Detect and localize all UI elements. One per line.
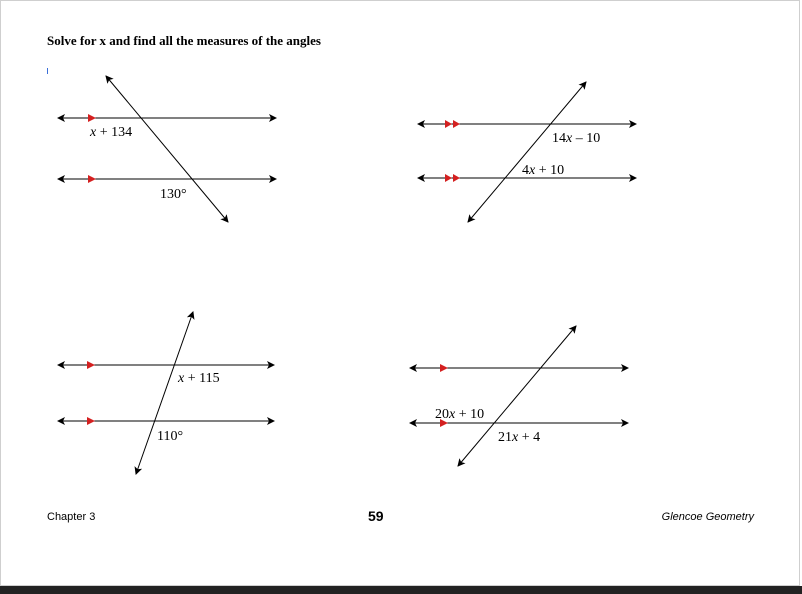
parallel-tick-bottom [87,417,95,425]
parallel-tick-top [440,364,448,372]
figure-4 [410,326,628,466]
figure-3 [58,312,274,474]
parallel-tick-top [87,361,95,369]
angle-label: 4x + 10 [522,163,565,178]
figure-1 [58,76,276,222]
angle-label: x + 134 [90,125,133,140]
angle-label: 21x + 4 [498,430,541,445]
angle-label: 130° [160,187,187,202]
footer-book-title: Glencoe Geometry [661,511,754,523]
footer-chapter: Chapter 3 [47,511,96,523]
worksheet-heading: Solve for x and find all the measures of the angles [47,33,321,48]
angle-label: 110° [157,429,184,444]
parallel-tick-top [88,114,96,122]
transversal [458,326,576,466]
viewer-bottom-bar [0,586,802,594]
angle-label: x + 115 [178,371,220,386]
angle-label: 20x + 10 [435,407,485,422]
transversal [136,312,193,474]
angle-label: 14x – 10 [552,131,601,146]
footer-page-number: 59 [368,508,384,524]
transversal [468,82,586,222]
figure-2 [418,82,636,222]
parallel-tick-bottom [88,175,96,183]
